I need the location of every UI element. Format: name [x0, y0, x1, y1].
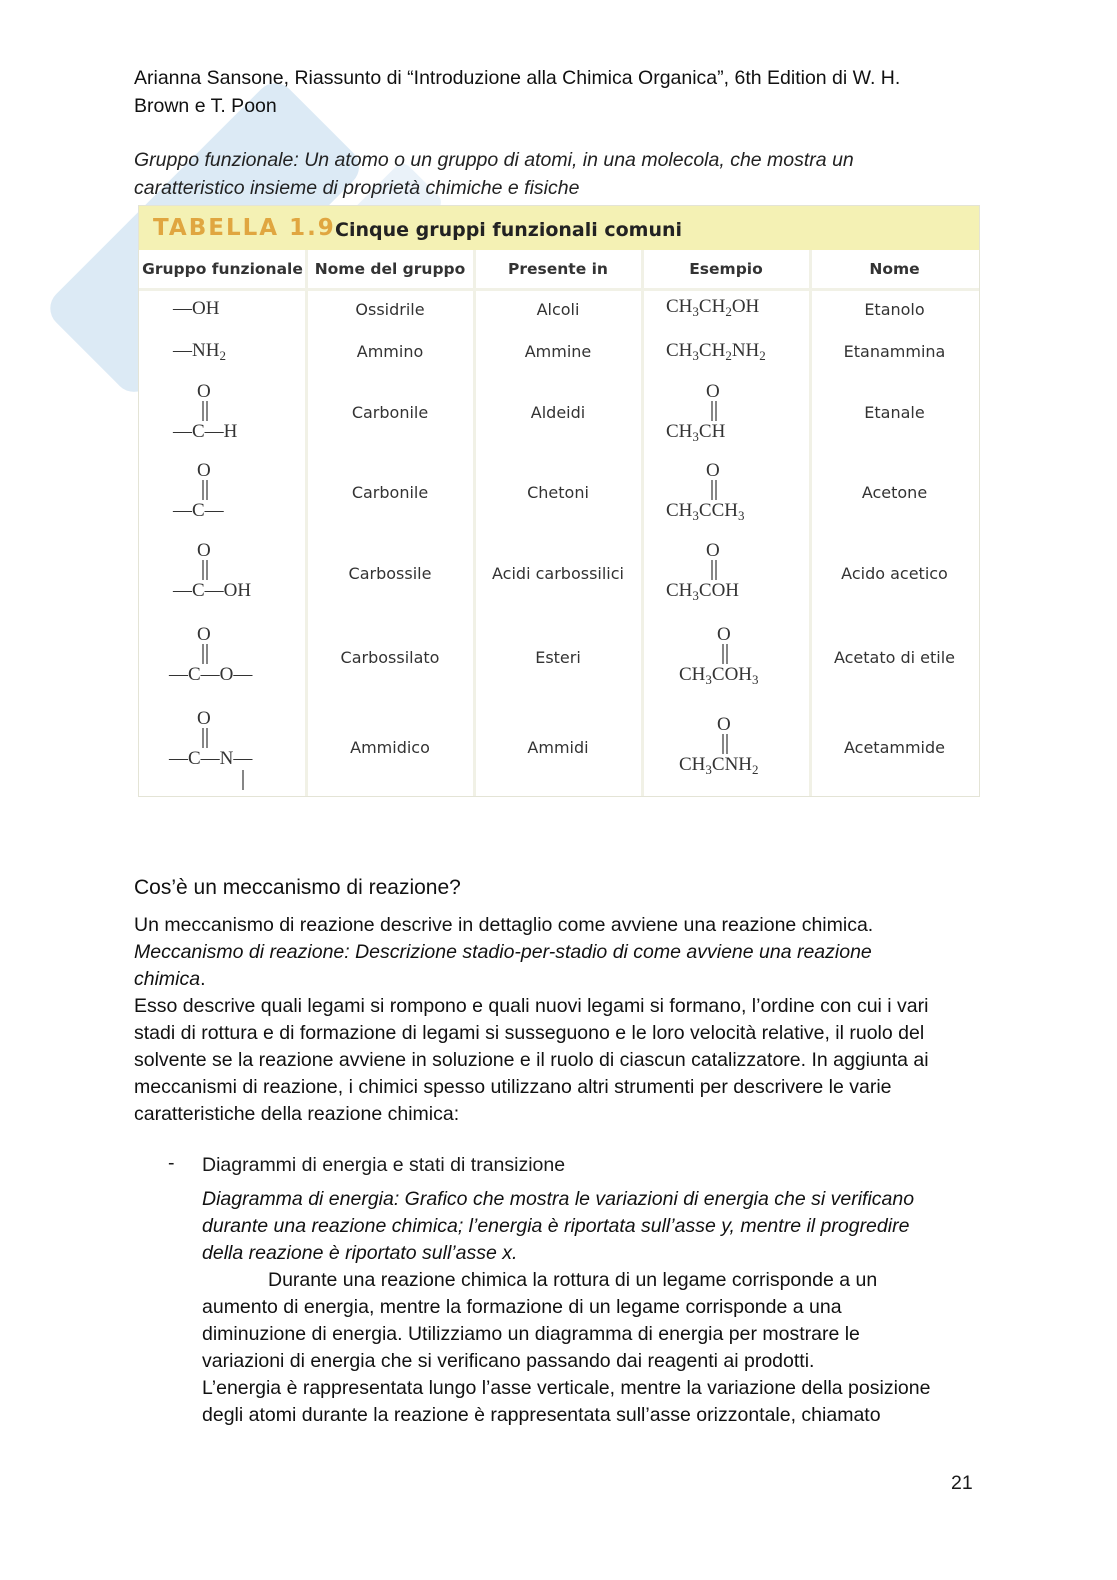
- compound-name-cell: Etanale: [864, 403, 925, 422]
- paragraph-line: variazioni di energia che si verificano passando dai reagenti ai prodotti.: [202, 1350, 815, 1372]
- present-in-cell: Alcoli: [536, 300, 580, 319]
- paragraph-line: aumento di energia, mentre la formazione di un legame corrisponde a una: [202, 1296, 842, 1318]
- functional-group-definition: [134, 146, 984, 202]
- section-paragraph-2: [134, 993, 984, 1128]
- compound-name-cell: Acetone: [861, 483, 928, 502]
- present-in-cell: Chetoni: [527, 483, 589, 502]
- example-structure: O $CH_3CCH_3$: [666, 460, 745, 523]
- example-structure: O $CH_3COH_3$: [679, 624, 759, 687]
- paragraph-line: diminuzione di energia. Utilizziamo un diagramma di energia per mostrare le: [202, 1323, 860, 1345]
- mechanism-definition-line-2: chimica.: [134, 968, 206, 990]
- compound-name-cell: Etanolo: [864, 300, 925, 319]
- paragraph-line: solvente se la reazione avviene in soluzione e il ruolo di ciascun catalizzatore. In aggiunta ai: [134, 1049, 929, 1071]
- group-name-cell: Carbonile: [351, 403, 429, 422]
- carbonyl-aldehyde-structure: O —C—H: [173, 381, 238, 442]
- group-name-cell: Ammino: [356, 342, 424, 361]
- table-title-bar: [139, 206, 979, 250]
- definition-line: della reazione è riportato sull’asse x.: [202, 1242, 518, 1264]
- present-in-cell: Ammine: [524, 342, 592, 361]
- definition-line: Diagramma di energia: Grafico che mostra le variazioni di energia che si verificano: [202, 1188, 915, 1210]
- page-number: 21: [951, 1472, 973, 1494]
- section-title: Cos’è un meccanismo di reazione?: [134, 876, 461, 899]
- example-formula: $CH_3CH_2OH$: [666, 296, 760, 319]
- list-bullet: -: [168, 1152, 175, 1174]
- col-header-group-name: Nome del gruppo: [314, 260, 466, 278]
- group-name-cell: Ossidrile: [355, 300, 425, 319]
- col-header-present-in: Presente in: [508, 260, 608, 278]
- paragraph-line: Durante una reazione chimica la rottura di un legame corrisponde a un: [268, 1269, 878, 1291]
- mechanism-definition: [134, 939, 984, 993]
- example-structure: O $CH_3CNH_2$: [679, 714, 759, 777]
- example-formula: $CH_3CH_2NH_2$: [666, 340, 766, 363]
- column-divider: [809, 250, 812, 796]
- definition-line-1: Gruppo funzionale: Un atomo o un gruppo di atomi, in una molecola, che mostra un: [134, 149, 854, 171]
- example-structure: O $CH_3COH$: [666, 540, 740, 603]
- compound-name-cell: Acido acetico: [841, 564, 948, 583]
- table-column-headers: [139, 250, 979, 291]
- definition-line: durante una reazione chimica; l’energia è riportata sull’asse y, mentre il progredire: [202, 1215, 910, 1237]
- present-in-cell: Aldeidi: [530, 403, 586, 422]
- group-name-cell: Carbonile: [351, 483, 429, 502]
- header-line-2: Brown e T. Poon: [134, 95, 277, 117]
- present-in-cell: Acidi carbossilici: [492, 564, 624, 583]
- present-in-cell: Esteri: [535, 648, 581, 667]
- table-caption: Cinque gruppi funzionali comuni: [335, 219, 683, 241]
- list-item: Diagrammi di energia e stati di transizione: [202, 1154, 566, 1176]
- col-header-name: Nome: [869, 260, 920, 278]
- mechanism-definition-line-1: Meccanismo di reazione: Descrizione stadio-per-stadio di come avviene una reazione: [134, 941, 872, 963]
- col-header-group: Gruppo funzionale: [142, 260, 303, 278]
- energy-paragraph: [202, 1267, 982, 1429]
- carbonyl-ketone-structure: O —C—: [173, 460, 224, 521]
- group-formula: —OH: [173, 298, 220, 319]
- functional-groups-table: [138, 205, 980, 797]
- paragraph-line: Esso descrive quali legami si rompono e quali nuovi legami si formano, l’ordine con cui i vari: [134, 995, 929, 1017]
- group-name-cell: Carbossile: [348, 564, 432, 583]
- compound-name-cell: Acetato di etile: [833, 648, 956, 667]
- group-formula: $—NH_2$: [173, 340, 226, 363]
- paragraph-line: caratteristiche della reazione chimica:: [134, 1103, 460, 1125]
- section-paragraph-1: Un meccanismo di reazione descrive in dettaglio come avviene una reazione chimica.: [134, 914, 874, 936]
- definition-line-2: caratteristico insieme di proprietà chimiche e fisiche: [134, 177, 580, 199]
- col-header-example: Esempio: [689, 260, 763, 278]
- carboxylate-structure: O —C—O—: [169, 624, 253, 685]
- paragraph-line: stadi di rottura e di formazione di legami si susseguono e le loro velocità relative, il ruolo del: [134, 1022, 925, 1044]
- present-in-cell: Ammidi: [527, 738, 589, 757]
- compound-name-cell: Etanammina: [843, 342, 946, 361]
- example-structure: O $CH_3CH$: [666, 381, 726, 444]
- document-header: [134, 64, 984, 120]
- table-label: TABELLA 1.9: [153, 215, 336, 241]
- group-name-cell: Carbossilato: [340, 648, 440, 667]
- column-divider: [641, 250, 644, 796]
- amide-structure: O —C—N—: [169, 708, 253, 769]
- group-name-cell: Ammidico: [350, 738, 430, 757]
- header-line-1: Arianna Sansone, Riassunto di “Introduzione alla Chimica Organica”, 6th Edition di W. H.: [134, 67, 901, 89]
- carboxyl-structure: O —C—OH: [173, 540, 252, 601]
- paragraph-line: meccanismi di reazione, i chimici spesso utilizzano altri strumenti per descrivere le varie: [134, 1076, 892, 1098]
- compound-name-cell: Acetammide: [844, 738, 945, 757]
- column-divider: [473, 250, 476, 796]
- paragraph-line: degli atomi durante la reazione è rappresentata sull’asse orizzontale, chiamato: [202, 1404, 881, 1426]
- paragraph-line: L’energia è rappresentata lungo l’asse verticale, mentre la variazione della posizione: [202, 1377, 931, 1399]
- column-divider: [305, 250, 308, 796]
- energy-diagram-definition: [202, 1186, 982, 1267]
